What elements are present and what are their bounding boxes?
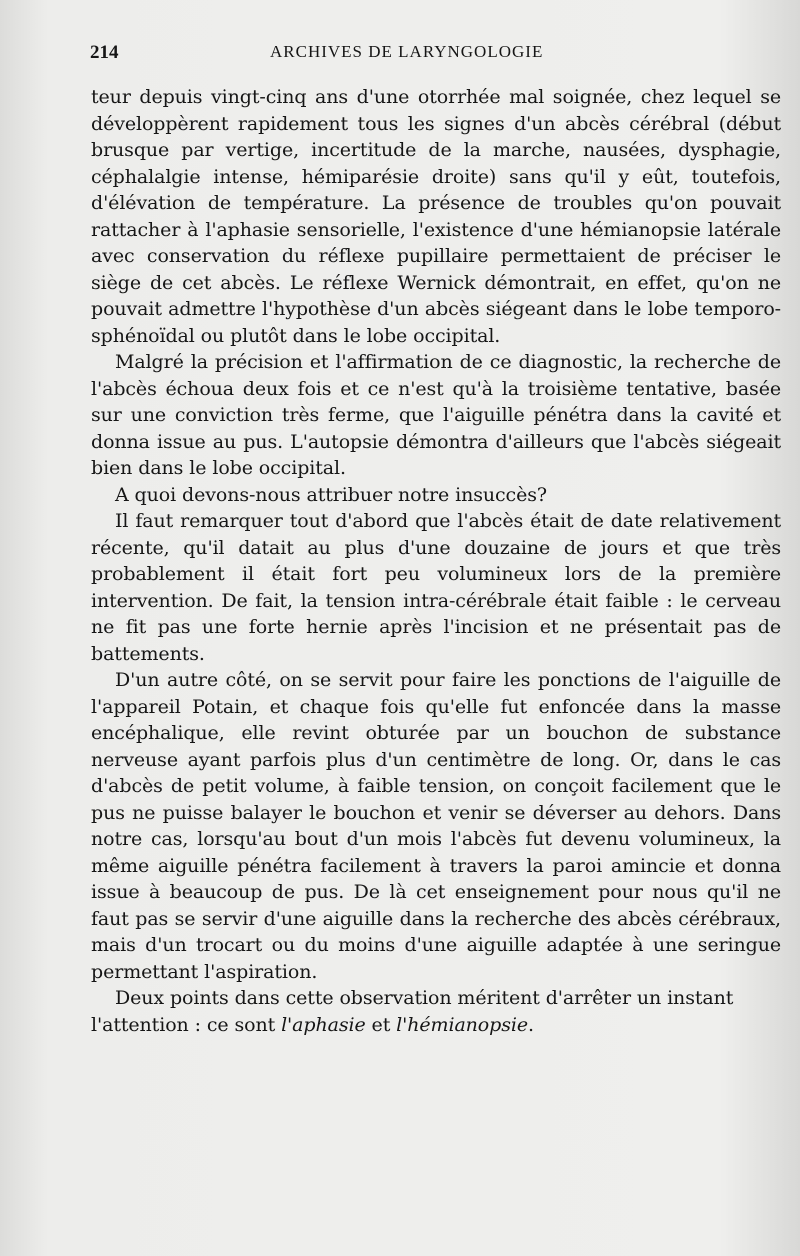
paragraph: Malgré la précision et l'affirmation de ce diagnostic, la recherche de l'abcès échoua deux fois et ce n'est qu'à la troisième tentative, basée sur une conviction très ferme, que l'aiguille pénétra dans la cavité et donna issue au pus. L'autopsie démontra d'ailleurs que l'abcès siégeait bien dans le lobe occipital.: [91, 351, 781, 479]
running-head: [90, 42, 780, 70]
term-hemianopsie: l'hémianopsie: [396, 1013, 528, 1036]
body-text: [91, 84, 781, 1038]
final-lead-text: Deux points dans cette observation méritent d'arrêter un instant l'attention : ce sont: [91, 987, 734, 1036]
journal-title: ARCHIVES DE LARYNGOLOGIE: [270, 42, 544, 61]
connector-text: et: [365, 1013, 397, 1036]
paragraph: D'un autre côté, on se servit pour faire les ponctions de l'aiguille de l'appareil Potain, et chaque fois qu'elle fut enfoncée dans la masse encéphalique, elle revint obturée par un bouchon de substance nerveuse ayant parfois plus d'un centimètre de long. Or, dans le cas d'abcès de petit volume, à faible tension, on conçoit facilement que le pus ne puisse balayer le bouchon et venir se déverser au dehors. Dans notre cas, lorsqu'au bout d'un mois l'abcès fut devenu volumineux, la même aiguille pénétra facilement à travers la paroi amincie et donna issue à beaucoup de pus. De là cet enseignement pour nous qu'il ne faut pas se servir d'une aiguille dans la recherche des abcès cérébraux, mais d'un trocart ou du moins d'une aiguille adaptée à une seringue permettant l'aspiration.: [91, 669, 781, 983]
paragraph-final: [91, 985, 781, 1038]
paragraph: A quoi devons-nous attribuer notre insuccès?: [115, 483, 547, 506]
term-aphasie: l'aphasie: [281, 1013, 366, 1036]
paragraph: Il faut remarquer tout d'abord que l'abcès était de date relativement récente, qu'il datait au plus d'une douzaine de jours et que très probablement il était fort peu volumineux lors de la première intervention. De fait, la tension intra-cérébrale était faible : le cerveau ne fit pas une forte hernie après l'incision et ne présentait pas de battements.: [91, 510, 781, 665]
page-number: 214: [90, 42, 119, 63]
final-period: .: [527, 1013, 534, 1036]
paragraph: teur depuis vingt-cinq ans d'une otorrhée mal soignée, chez lequel se développèrent rapidement tous les signes d'un abcès cérébral (début brusque par vertige, incertitude de la marche, nausées, dysphagie, céphalalgie intense, hémiparésie droite) sans qu'il y eût, toutefois, d'élévation de température. La présence de troubles qu'on pouvait rattacher à l'aphasie sensorielle, l'existence d'une hémianopsie latérale avec conservation du réflexe pupillaire permettaient de préciser le siège de cet abcès. Le réflexe Wernick démontrait, en effet, qu'on ne pouvait admettre l'hypothèse d'un abcès siégeant dans le lobe temporo-sphénoïdal ou plutôt dans le lobe occipital.: [91, 86, 781, 347]
